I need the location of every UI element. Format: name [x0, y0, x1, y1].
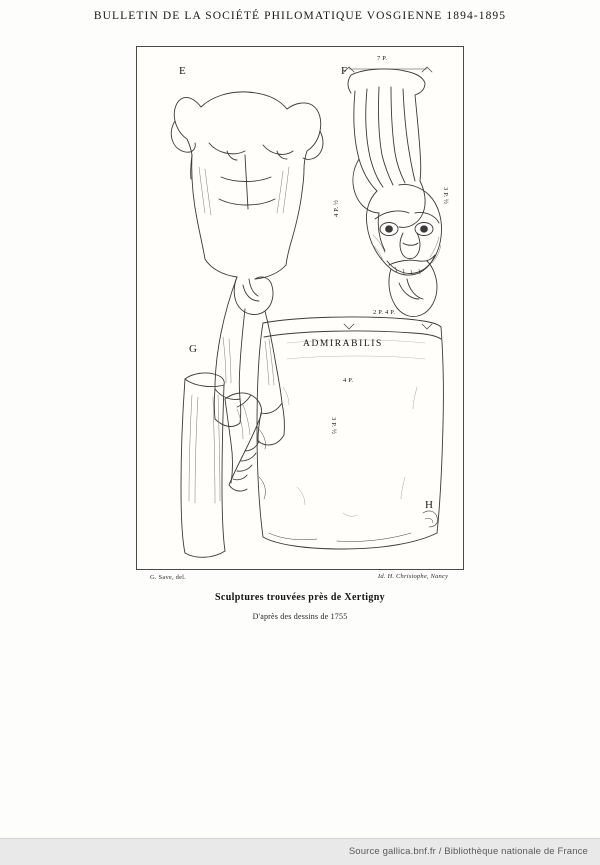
plate-subtitle: D'après des dessins de 1755	[252, 612, 348, 621]
figure-h-block	[257, 317, 443, 549]
measure-f-bottom: 2 P. 4 P.	[373, 309, 396, 316]
figure-label-g: G	[189, 343, 198, 355]
measure-h-height: 3 P. ½	[330, 417, 337, 435]
engraving-plate	[136, 46, 464, 570]
source-bar	[0, 838, 600, 865]
measure-f-right: 3 P. ½	[442, 187, 449, 205]
figure-label-h: H	[425, 499, 434, 511]
running-head: BULLETIN DE LA SOCIÉTÉ PHILOMATIQUE VOSGIENNE 1894-1895	[93, 10, 507, 22]
artist-credit: G. Save, del.	[150, 574, 186, 581]
measure-h-width: 4 P.	[343, 377, 354, 384]
figure-label-e: E	[179, 65, 187, 77]
measure-f-top: 7 P.	[377, 55, 388, 62]
printer-credit: Id. H. Christophe, Nancy	[378, 573, 449, 580]
measure-f-left: 4 P. ½	[333, 199, 340, 217]
plate-title: Sculptures trouvées près de Xertigny	[215, 592, 385, 603]
inscription-text: ADMIRABILIS	[303, 339, 383, 349]
figure-f-mask	[344, 67, 442, 329]
plate-illustration	[137, 47, 463, 569]
source-attribution: Source gallica.bnf.fr / Bibliothèque nationale de France	[348, 846, 588, 857]
plate-inner	[137, 47, 463, 569]
figure-label-f: F	[341, 65, 348, 77]
figure-e-torso	[171, 92, 323, 445]
figure-g-column-hand	[181, 373, 262, 557]
